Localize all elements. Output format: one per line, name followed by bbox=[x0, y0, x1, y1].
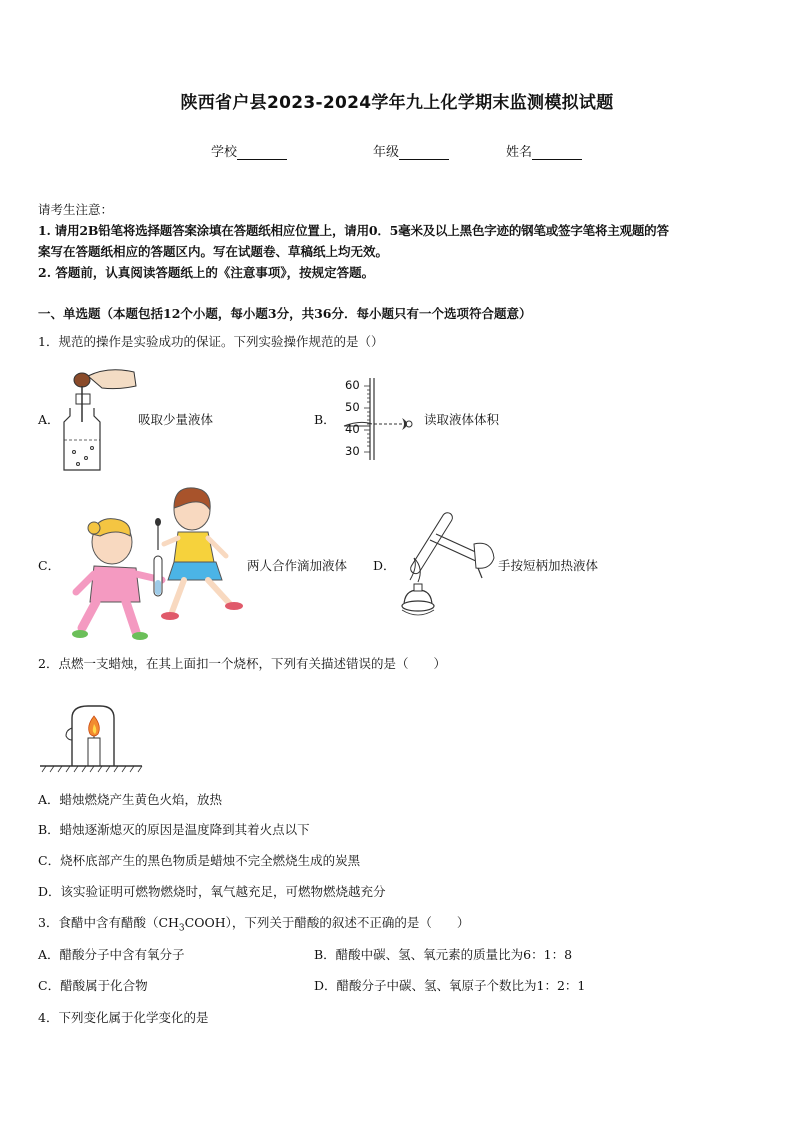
q3-stem-pre: 3．食醋中含有醋酸（CH bbox=[38, 915, 179, 930]
school-blank bbox=[237, 145, 287, 160]
candle-under-beaker-illustration bbox=[38, 700, 144, 774]
q2-option-c: C．烧杯底部产生的黑色物质是蜡烛不完全燃烧生成的炭黑 bbox=[38, 853, 361, 868]
cylinder-tick-labels bbox=[345, 380, 360, 468]
name-blank bbox=[532, 145, 582, 160]
q1-option-d-text: 手按短柄加热液体 bbox=[498, 558, 599, 573]
dropper-bottle-illustration bbox=[58, 364, 140, 474]
q1-option-b-letter: B． bbox=[314, 412, 336, 427]
q2-option-b: B．蜡烛逐渐熄灭的原因是温度降到其着火点以下 bbox=[38, 822, 310, 837]
notice-heading: 请考生注意： bbox=[38, 202, 114, 217]
section-heading: 一、单选题（本题包括12个小题，每小题3分，共36分．每小题只有一个选项符合题意） bbox=[38, 306, 532, 321]
tick-50: 50 bbox=[345, 400, 360, 414]
q3-stem-sub: 3 bbox=[178, 923, 185, 934]
q4-stem: 4．下列变化属于化学变化的是 bbox=[38, 1010, 209, 1025]
q1-option-c-letter: C． bbox=[38, 558, 61, 573]
q1-option-b-text: 读取液体体积 bbox=[424, 412, 500, 427]
q2-option-a: A．蜡烛燃烧产生黄色火焰，放热 bbox=[38, 792, 223, 807]
q1-option-a-text: 吸取少量液体 bbox=[138, 412, 214, 427]
q3-stem bbox=[38, 914, 469, 938]
q3-stem-mid: COOH），下列关于醋酸的叙述不正确的是（ ） bbox=[184, 915, 470, 930]
notice-item1-line1: 1. 请用2B铅笔将选择题答案涂填在答题纸相应位置上，请用0．5毫米及以上黑色字迹的钢笔或签字笔将主观题的答 bbox=[38, 223, 669, 238]
school-label: 学校 bbox=[211, 145, 238, 160]
q1-stem: 1．规范的操作是实验成功的保证。下列实验操作规范的是（） bbox=[38, 334, 384, 349]
notice-item2: 2. 答题前，认真阅读答题纸上的《注意事项》，按规定答题。 bbox=[38, 265, 375, 280]
q1-option-c-text: 两人合作滴加液体 bbox=[247, 558, 348, 573]
q3-option-a: A．醋酸分子中含有氧分子 bbox=[38, 947, 185, 962]
tick-40: 40 bbox=[345, 422, 360, 436]
q3-option-d: D．醋酸分子中碳、氢、氧原子个数比为1：2：1 bbox=[314, 978, 586, 993]
tick-60: 60 bbox=[345, 378, 360, 392]
q1-option-d-letter: D． bbox=[373, 558, 396, 573]
grade-blank bbox=[399, 145, 449, 160]
page-title: 陕西省户县2023-2024学年九上化学期末监测模拟试题 bbox=[180, 93, 614, 113]
q1-option-a-letter: A． bbox=[38, 412, 60, 427]
notice-item1-line2: 案写在答题纸相应的答题区内。写在试题卷、草稿纸上均无效。 bbox=[38, 244, 389, 259]
q3-option-b: B．醋酸中碳、氢、氧元素的质量比为6：1：8 bbox=[314, 947, 573, 962]
two-children-illustration bbox=[70, 484, 246, 642]
q3-option-c: C．醋酸属于化合物 bbox=[38, 978, 148, 993]
school-field bbox=[211, 141, 287, 160]
tick-30: 30 bbox=[345, 444, 360, 458]
name-field bbox=[506, 141, 582, 160]
heating-test-tube-illustration bbox=[396, 510, 496, 624]
grade-field bbox=[373, 141, 449, 160]
q2-option-d: D．该实验证明可燃物燃烧时，氧气越充足，可燃物燃烧越充分 bbox=[38, 884, 386, 899]
q2-stem: 2．点燃一支蜡烛，在其上面扣一个烧杯，下列有关描述错误的是（ ） bbox=[38, 656, 446, 671]
grade-label: 年级 bbox=[373, 145, 400, 160]
name-label: 姓名 bbox=[506, 145, 533, 160]
